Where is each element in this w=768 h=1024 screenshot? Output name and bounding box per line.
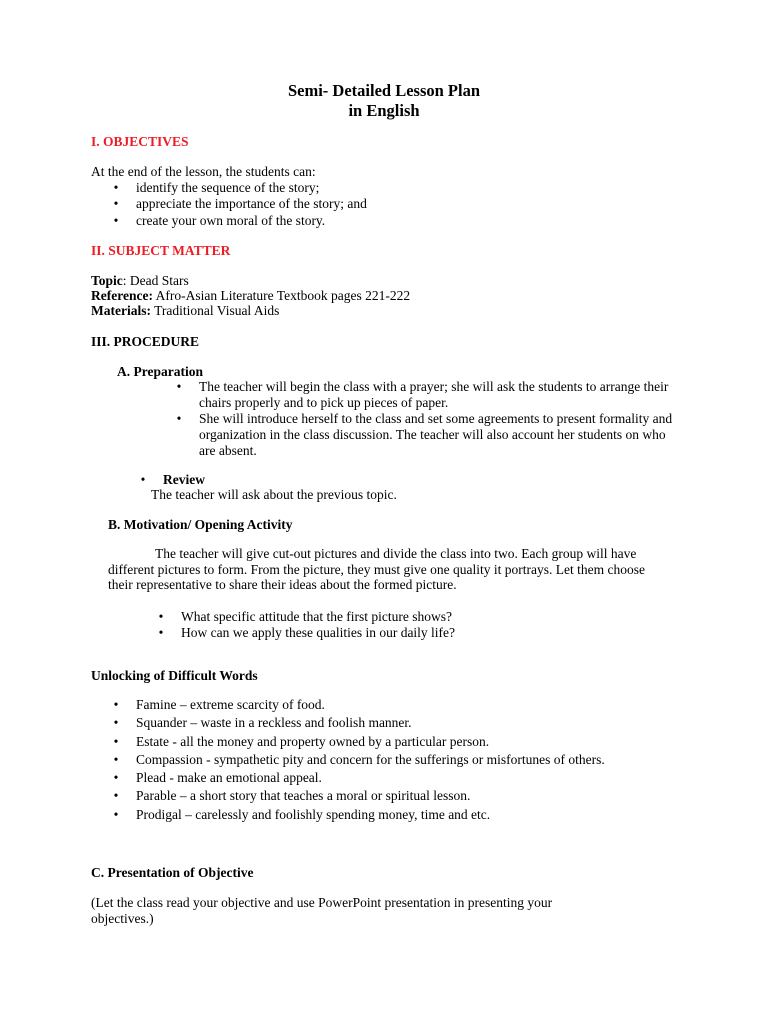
preparation-list xyxy=(174,379,674,459)
reference-value: Afro-Asian Literature Textbook pages 221-222 xyxy=(152,288,411,303)
topic-label: Topic xyxy=(91,273,123,288)
list-item: • identify the sequence of the story; xyxy=(111,180,711,196)
list-item: • create your own moral of the story. xyxy=(111,213,711,229)
procedure-heading: III. PROCEDURE xyxy=(91,334,200,349)
list-item: • Estate - all the money and property owned by a particular person. xyxy=(111,734,711,750)
review-text: The teacher will ask about the previous topic. xyxy=(151,487,397,502)
bullet-icon: • xyxy=(140,472,146,487)
bullet-icon: • xyxy=(113,212,119,228)
bullet-icon: • xyxy=(113,715,119,731)
list-item: • She will introduce herself to the class and set some agreements to present formality and organization in the class discussion. The teacher will also account her students on who are absent. xyxy=(174,411,674,459)
bullet-icon: • xyxy=(113,733,119,749)
bullet-icon: • xyxy=(113,196,119,212)
presentation-heading: C. Presentation of Objective xyxy=(91,865,254,880)
bullet-icon: • xyxy=(113,180,119,195)
list-item: • What specific attitude that the first picture shows? xyxy=(156,609,656,625)
bullet-icon: • xyxy=(113,697,119,712)
materials-value: Traditional Visual Aids xyxy=(150,303,280,318)
review-list xyxy=(138,472,538,488)
list-item xyxy=(138,472,538,488)
materials-label: Materials: xyxy=(91,303,151,318)
subject-matter-heading: II. SUBJECT MATTER xyxy=(91,243,231,258)
bullet-icon: • xyxy=(113,806,119,822)
unlocking-heading: Unlocking of Difficult Words xyxy=(91,668,258,683)
list-item: • appreciate the importance of the story; and xyxy=(111,196,711,212)
bullet-icon: • xyxy=(113,751,119,767)
reference-line xyxy=(91,288,410,304)
objectives-intro: At the end of the lesson, the students can: xyxy=(91,164,316,179)
list-item: • Plead - make an emotional appeal. xyxy=(111,770,711,786)
preparation-heading: A. Preparation xyxy=(117,364,203,379)
document-title-line2: in English xyxy=(348,101,420,120)
list-item: • Parable – a short story that teaches a moral or spiritual lesson. xyxy=(111,788,711,804)
materials-line xyxy=(91,303,279,319)
topic-line xyxy=(91,273,189,289)
list-item: • How can we apply these qualities in our daily life? xyxy=(156,625,656,641)
list-item: • Prodigal – carelessly and foolishly spending money, time and etc. xyxy=(111,807,711,823)
bullet-icon: • xyxy=(113,788,119,804)
motivation-heading: B. Motivation/ Opening Activity xyxy=(108,517,293,532)
bullet-icon: • xyxy=(176,411,182,426)
bullet-icon: • xyxy=(113,770,119,786)
document-title-line1: Semi- Detailed Lesson Plan xyxy=(287,81,481,100)
list-item: • The teacher will begin the class with a prayer; she will ask the students to arrange their chairs properly and to pick up pieces of paper. xyxy=(174,379,674,411)
motivation-paragraph: The teacher will give cut-out pictures and divide the class into two. Each group will have different pictures to form. From the picture, they must give one quality it portrays. Let them choose their representative to share their ideas about the formed picture. xyxy=(108,546,645,593)
topic-value: : Dead Stars xyxy=(122,273,189,288)
list-item: • Famine – extreme scarcity of food. xyxy=(111,697,711,713)
unlocking-list xyxy=(111,697,711,825)
objectives-list xyxy=(111,180,711,229)
review-label: Review xyxy=(163,472,205,487)
bullet-icon: • xyxy=(158,625,164,640)
motivation-questions xyxy=(156,609,656,641)
presentation-paragraph: (Let the class read your objective and use PowerPoint presentation in presenting your objectives.) xyxy=(91,895,553,926)
list-item: • Squander – waste in a reckless and foolish manner. xyxy=(111,715,711,731)
list-item: • Compassion - sympathetic pity and concern for the sufferings or misfortunes of others. xyxy=(111,752,711,768)
bullet-icon: • xyxy=(176,379,182,394)
bullet-icon: • xyxy=(158,609,164,624)
objectives-heading: I. OBJECTIVES xyxy=(91,134,189,149)
reference-label: Reference: xyxy=(91,288,153,303)
